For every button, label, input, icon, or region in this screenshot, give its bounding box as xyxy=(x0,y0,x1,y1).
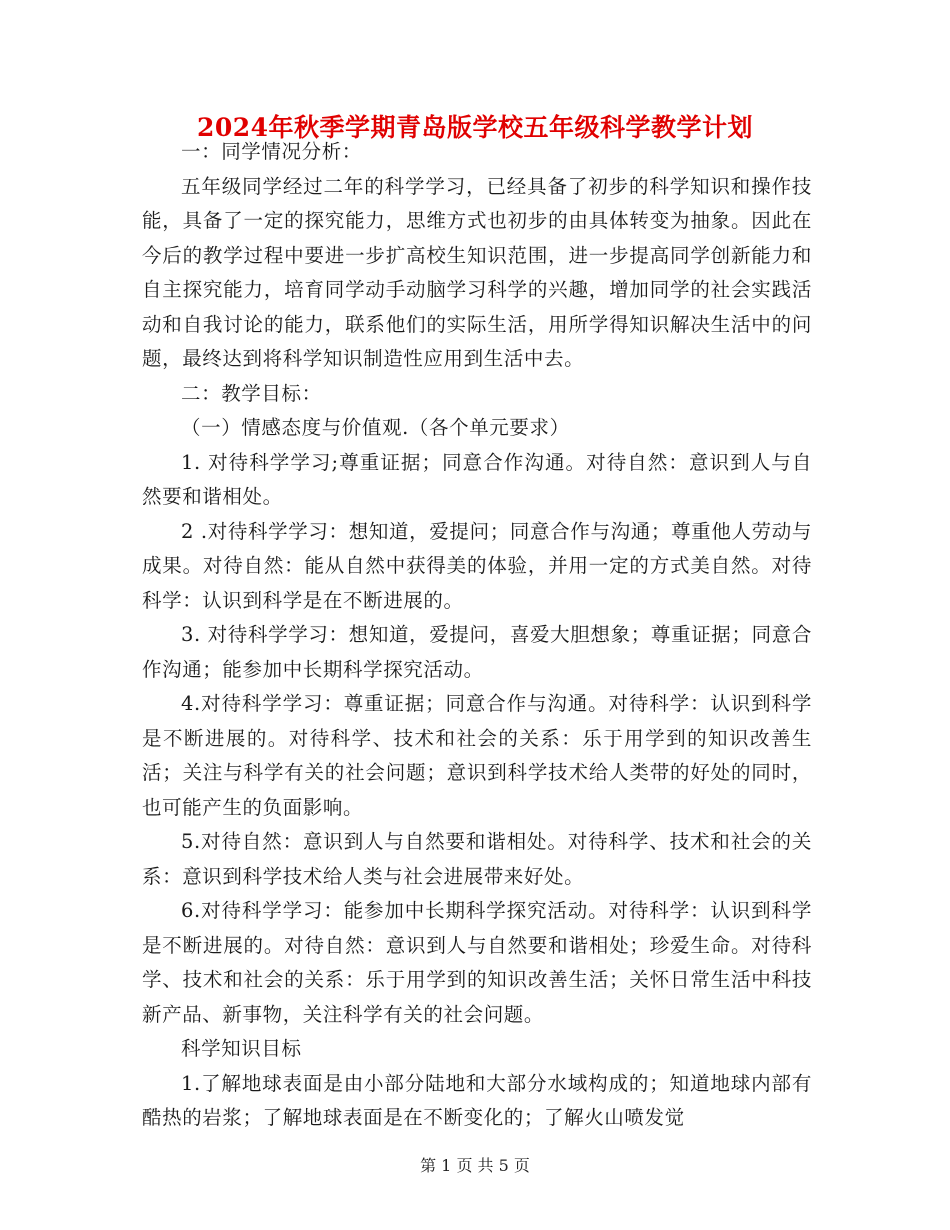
section-heading-teaching-goals: 二：教学目标： xyxy=(181,381,322,405)
list-item: 1. 对待科学学习;尊重证据；同意合作沟通。对待自然：意识到人与自然要和谐相处。 xyxy=(142,450,812,508)
list-item: 1.了解地球表面是由小部分陆地和大部分水域构成的；知道地球内部有酷热的岩浆；了解地球表面是在不断变化的；了解火山喷发觉 xyxy=(142,1071,812,1129)
list-item: 5.对待自然：意识到人与自然要和谐相处。对待科学、技术和社会的关系：意识到科学技术给人类与社会进展带来好处。 xyxy=(142,830,812,888)
page-footer: 第 1 页 共 5 页 xyxy=(420,1156,530,1175)
document-body xyxy=(142,135,812,1136)
list-item: 6.对待科学学习：能参加中长期科学探究活动。对待科学：认识到科学是不断进展的。对待自然：意识到人与自然要和谐相处；珍爱生命。对待科学、技术和社会的关系：乐于用学到的知识改善生活；关怀日常生活中科技新产品、新事物，关注科学有关的社会问题。 xyxy=(142,899,812,1026)
subsection-heading: （一）情感态度与价值观.（各个单元要求） xyxy=(181,416,570,439)
section-heading-student-analysis: 一：同学情况分析： xyxy=(181,140,362,163)
list-item: 3. 对待科学学习：想知道，爱提问，喜爱大胆想象；尊重证据；同意合作沟通；能参加中长期科学探究活动。 xyxy=(142,623,812,681)
paragraph: 五年级同学经过二年的科学学习，已经具备了初步的科学知识和操作技能，具备了一定的探究能力，思维方式也初步的由具体转变为抽象。因此在今后的教学过程中要进一步扩高校生知识范围，进一步提高同学创新能力和自主探究能力，培育同学动手动脑学习科学的兴趣，增加同学的社会实践活动和自我讨论的能力，联系他们的实际生活，用所学得知识解决生活中的问题，最终达到将科学知识制造性应用到生活中去。 xyxy=(142,174,812,370)
document-title: 2024年秋季学期青岛版学校五年级科学教学计划 xyxy=(196,113,754,142)
list-item: 4.对待科学学习：尊重证据；同意合作与沟通。对待科学：认识到科学是不断进展的。对待科学、技术和社会的关系：乐于用学到的知识改善生活；关注与科学有关的社会问题；意识到科学技术给人类带的好处的同时，也可能产生的负面影响。 xyxy=(142,692,812,819)
subsection-heading: 科学知识目标 xyxy=(181,1037,302,1060)
list-item: 2 .对待科学学习：想知道，爱提问；同意合作与沟通；尊重他人劳动与成果。对待自然：能从自然中获得美的体验，并用一定的方式美自然。对待科学：认识到科学是在不断进展的。 xyxy=(142,519,812,612)
